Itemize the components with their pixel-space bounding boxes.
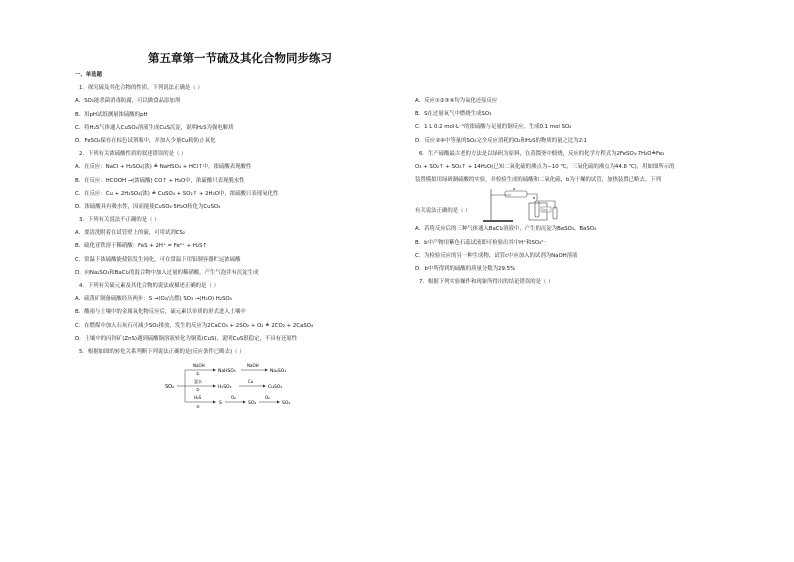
row1-reagent: NaOH <box>193 363 205 369</box>
row1-num: ① <box>196 371 200 377</box>
question-1: 1．探究硫及其化合物的性质，下列说法正确是（ ） <box>79 85 203 92</box>
row3-reagent2: O₂ <box>231 395 236 401</box>
row2-reagent2: Cu <box>248 379 254 385</box>
q3-option-b: B．硫化亚铁溶于稀硝酸：FeS + 2H⁺ = Fe²⁺ + H₂S↑ <box>75 243 207 250</box>
q6-option-c: C．为检验反应的另一种生成物，试管c中应加入的试剂为NaOH溶液 <box>415 252 578 259</box>
q2-option-d: D．浓硫酸具有吸水性，因而能使CuSO₄·5H₂O转化为CuSO₄ <box>75 203 221 210</box>
question-2: 2．下列有关浓硫酸性质的叙述错误的是（ ） <box>79 151 187 158</box>
q4-option-c: C．在燃煤中加入石灰石可减少SO₂排放，发生的反应为2CaCO₃ + 2SO₂ + O₂ ≜ 2CO₂ + 2CaSO₄ <box>75 322 314 329</box>
row3-product2: SO₂ <box>248 401 257 407</box>
q4-option-d: D．土壤中的闪锌矿(ZnS)遇到硫酸铜溶液转化为铜蓝(CuS)，说明CuS很稳定，不具有还原性 <box>75 335 298 342</box>
row1-product1: NaHSO₃ <box>218 369 236 375</box>
cold-water-label: 冷水 <box>542 208 549 213</box>
q4-option-b: B．酸雨与土壤中的金属氧化物反应后，硫元素以单质的形式进入土壤中 <box>75 309 246 316</box>
q5-option-a: A．反应①②③④均为氧化还原反应 <box>415 98 498 104</box>
page-title: 第五章第一节硫及其化合物同步练习 <box>148 51 332 65</box>
q3-option-c: C．常温下浓硫酸能使铝发生钝化，可在常温下用铝制容器贮运浓硫酸 <box>75 256 241 263</box>
question-6-line1: 6．生产硫酸最古老的方法是以绿矾为原料，在蒸馏釜中煅烧，反应的化学方程式为2FeSO₄·7H₂O≜Fe₂ <box>419 150 665 157</box>
conversion-diagram <box>163 361 333 411</box>
q6-option-a: A．若将反应后的三种气体通入BaCl₂溶液中，产生的沉淀为BaSO₃、BaSO₄ <box>415 226 597 233</box>
q1-option-c: C．将H₂S气体通入CuSO₄溶液生成CuS沉淀，说明H₂S为强电解质 <box>75 124 234 131</box>
right-column <box>415 95 740 289</box>
q2-option-b: B．在反应：HCOOH →(浓硫酸) CO↑ + H₂O中，浓硫酸只表现脱水性 <box>75 177 245 184</box>
q5-option-d: D．反应②④中等量的SO₂完全反应消耗的O₂和H₂S的物质的量之比为2∶1 <box>415 137 587 144</box>
tube-b-label: b <box>533 196 536 201</box>
row2-reagent: 氯水 <box>194 379 202 385</box>
tube-b <box>535 201 539 217</box>
q2-option-c: C．在反应：Cu + 2H₂SO₄(浓) ≜ CuSO₄ + SO₂↑ + 2H₂O中，浓硫酸只表现氧化性 <box>75 190 279 197</box>
q4-option-a: A．硫黄矿制备硫酸经历两步：S →(O₂/点燃) SO₃ →(H₂O) H₂SO₄ <box>75 296 232 303</box>
row3-reagent3: O₂ <box>265 395 270 401</box>
tube-a-label: a <box>513 187 516 192</box>
apparatus-row <box>415 187 740 223</box>
question-6-line3: 装置模拟用绿矾制硫酸的实验，并检验生成的硫酸和二氧化硫，b为干燥的试管，加热装置已略去。下列 <box>415 177 662 184</box>
row2-product2: CuSO₄ <box>268 385 283 391</box>
question-5: 5．根据如图的转化关系判断下列说法正确的是(反应条件已略去)（ ） <box>79 348 245 355</box>
q5-option-c: C．1 L 0.2 mol·L⁻¹的浓硫酸与足量的铜反应，生成0.1 mol SO₂ <box>415 124 572 131</box>
diagram-so2-label: SO₂ <box>165 384 175 391</box>
apparatus-illustration <box>477 187 567 223</box>
question-3: 3．下列有关说法不正确的是（ ） <box>79 217 160 224</box>
row2-num: ② <box>196 387 200 393</box>
q1-option-d: D．FeSO₄保存在棕色试剂瓶中，并加入少量Cu粉防止氧化 <box>75 137 216 144</box>
section-heading: 一、单选题 <box>75 72 102 78</box>
row3-num: ③ <box>196 404 200 410</box>
q1-option-b: B．用pH试纸测量浓硫酸的pH <box>75 111 148 118</box>
row2-product1: H₂SO₄ <box>218 385 232 391</box>
question-4: 4．下列有关硫元素及其化合物的说法或描述正确的是（ ） <box>79 283 219 289</box>
q5-option-b: B．S在过量氧气中燃烧生成SO₃ <box>415 111 492 118</box>
question-6-line2: O₃ + SO₂↑ + SO₃↑ + 14H₂O(已知二氧化硫的沸点为−10 ℃，三氧化硫的沸点为44.8 ℃)，用如图所示的 <box>415 163 675 170</box>
tube-a <box>505 191 527 197</box>
q6-option-b: B．b中产物用紫色石蕊试液即可检验出其中H⁺和SO₄²⁻ <box>415 239 547 246</box>
row3-product1: S <box>219 401 222 407</box>
q6-option-d: D．b中所得到的硫酸的质量分数为29.5% <box>415 265 516 272</box>
row1-reagent2: NaOH <box>247 363 259 369</box>
row3-product3: SO₃ <box>282 401 291 407</box>
row1-product2: Na₂SO₃ <box>270 369 287 375</box>
left-column <box>75 69 395 417</box>
question-6-line4: 有关说法正确的是（ ） <box>415 208 471 215</box>
q2-option-a: A．在反应：NaCl + H₂SO₄(浓) ≜ NaHSO₄ + HCl↑中，浓硫酸表现酸性 <box>75 164 252 171</box>
question-7: 7．根据下列实验操作和现象所得出的结论错误的是（ ） <box>419 279 554 286</box>
row3-reagent: H₂S <box>194 395 202 401</box>
q3-option-a: A．要清洗附着在试管壁上的硫，可用试剂CS₂ <box>75 230 186 237</box>
q1-option-a: A．SO₂能杀菌消毒防腐，可以做食品添加剂 <box>75 98 181 105</box>
q3-option-d: D．向Na₂SO₃和BaCl₂的混合物中加入过量的稀硝酸，产生气泡并有沉淀生成 <box>75 269 259 276</box>
